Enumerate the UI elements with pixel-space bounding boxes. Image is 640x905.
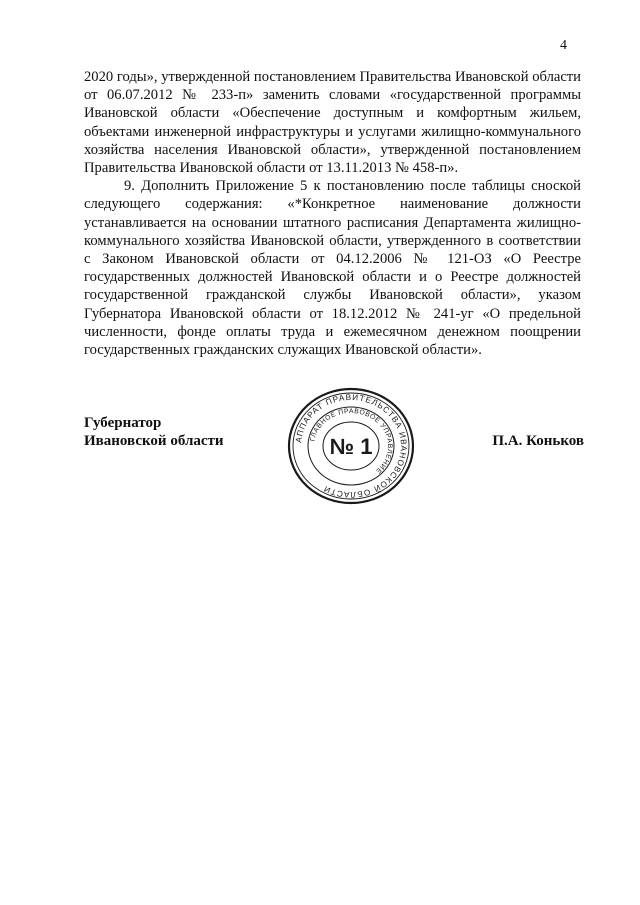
paragraph-item-9: 9. Дополнить Приложение 5 к постановлению после таблицы сноской следующего содержания: «*Конкретное наименование должности устанавливается на основании штатного расписания Департамента жилищно-коммунального хозяйства Ивановской области, утвержденного в соответствии с Законом Ивановской области от 04.12.2006 № 121-ОЗ «О Реестре государственных должностей Ивановской области и о Реестре должностей государственной гражданской службы Ивановской области», указом Губернатора Ивановской области от 18.12.2012 № 241-уг «О предельной численности, фонде оплаты труда и ежемесячном денежном поощрении государственных гражданских служащих Ивановской области». — [84, 178, 581, 359]
signer-name: П.А. Коньков — [492, 433, 584, 449]
signer-title-line1: Губернатор — [84, 415, 162, 431]
official-stamp — [286, 387, 416, 505]
body-text — [84, 68, 581, 359]
stamp-ring-text: АППАРАТ ПРАВИТЕЛЬСТВА ИВАНОВСКОЙ ОБЛАСТИ — [294, 392, 409, 500]
stamp-inner-text: ГЛАВНОЕ ПРАВОВОЕ УПРАВЛЕНИЕ — [309, 407, 394, 475]
paragraph-continuation: 2020 годы», утвержденной постановлением Правительства Ивановской области от 06.07.2012 № 233-п» заменить словами «государственной программы Ивановской области «Обеспечение доступным и комфортным жильем, объектами инженерной инфраструктуры и услугами жилищно-коммунального хозяйства населения Ивановской области», утвержденной постановлением Правительства Ивановской области от 13.11.2013 № 458-п». — [84, 69, 581, 177]
signature-block — [84, 414, 224, 450]
signer-title-line2: Ивановской области — [84, 433, 224, 449]
stamp-number: № 1 — [329, 434, 373, 459]
page-number: 4 — [560, 38, 567, 53]
